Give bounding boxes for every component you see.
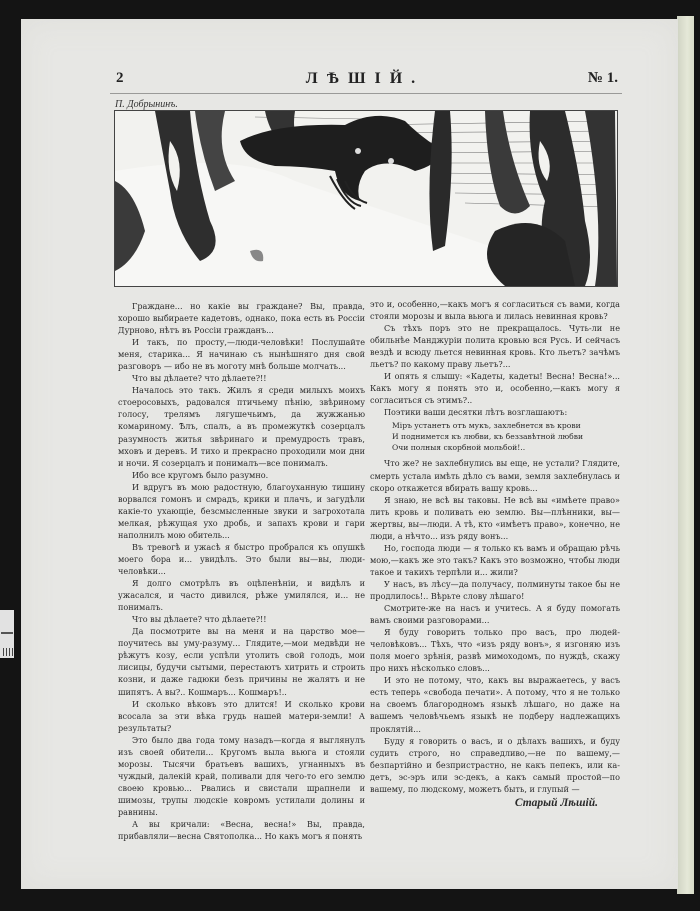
- paragraph: Ибо все кругомъ было разумно.: [132, 469, 269, 480]
- paragraph: И опять я слышу: «Кадеты, кадеты! Весна! Весна!»... Какъ могу я понять это и, особенно,—какъ могу я согласиться съ этимъ?..: [370, 371, 620, 406]
- article-column-right: [370, 298, 620, 809]
- scan-mark: [1, 632, 13, 634]
- publication-title: ЛѢШІЙ.: [305, 70, 425, 87]
- header-rule: [110, 93, 622, 94]
- paragraph: И такъ, по просту,—люди-человѣки! Послушайте меня, старика... Я начинаю съ нынѣшняго дня свой разговоръ — ибо не въ моготу мнѣ больше молчать...: [118, 337, 365, 372]
- paragraph: Началось это такъ. Жилъ я среди милыхъ моихъ стоеросовыхъ, радовался птичьему пѣнію, звѣриному голосу, трелямъ лягушечьимъ, да жужжанью комариному. Ѣлъ, спалъ, а въ промежуткѣ созерцалъ разумность житья звѣринаго и премудрость травъ, мховъ и деревъ. И тихо и прекрасно проходили мои дни и ночи. Я созерцалъ и понималъ—все понималъ.: [118, 385, 365, 468]
- paragraph: Это было два года тому назадъ—когда я выглянулъ изъ своей обители... Кругомъ выла вьюга и стояли морозы. Тысячи братьевъ вашихъ, угнанныхъ въ чуждый, далекій край, поливали для чего-то его землю своею кровью... Рвались и свистали шрапнели и шимозы, трупы людскіе ковромъ устилали долины и равнины.: [118, 734, 365, 817]
- paragraph: Что вы дѣлаете? что дѣлаете?!!: [132, 373, 267, 384]
- paragraph: И вдругъ въ мою радостную, благоуханную тишину ворвался гомонъ и смрадъ, крики и плачъ, и загудѣли какіе-то ухающіе, безсмысленные звуки и загрохотала мелкая, рѣжущая ухо дробь, и запахъ крови и гари наполнилъ мою обитель...: [118, 481, 365, 540]
- page-number: 2: [116, 70, 124, 86]
- poem-line: Очи полныя скорбной мольбой!..: [392, 443, 526, 453]
- creature-eye: [388, 158, 394, 164]
- page-edge: [677, 16, 694, 894]
- poem-quote: [392, 420, 620, 453]
- issue-number: № 1.: [587, 70, 618, 86]
- paragraph: Да посмотрите вы на меня и на царство мое—поучитесь вы уму-разуму... Глядите,—мои медвѣди не рѣжутъ козу, если успѣли утолить свой голодъ, мои лисицы, будучи сытыми, перестаютъ хитрить и строить козни, и даже гадюки безъ причины не жалятъ и не шипятъ. А вы?.. Кошмаръ... Кошмаръ!..: [118, 626, 365, 697]
- paragraph: А вы кричали: «Весна, весна!» Вы, правда, прибавляли—весна Святополка... Но какъ могъ я понять: [118, 819, 365, 842]
- tree-trunk: [429, 111, 451, 251]
- paragraph: Въ тревогѣ и ужасѣ я быстро пробрался къ опушкѣ моего бора и... увидѣлъ. Это были вы—вы, люди-человѣки...: [118, 541, 365, 577]
- paragraph: Граждане... но какіе вы граждане? Вы, правда, хорошо выбираете кадетовъ, однако, пока есть въ Россіи Дурново, нѣтъ въ Россіи гражданъ...: [118, 301, 365, 336]
- poem-line: Міръ устанетъ отъ мукъ, захлебнется въ крови: [392, 421, 581, 431]
- author-signature: Старый Лѣшій.: [514, 796, 598, 809]
- paragraph: Смотрите-же на насъ и учитесь. А я буду помогать вамъ своими разговорами...: [370, 603, 620, 626]
- paragraph: это и, особенно,—какъ могъ я согласиться съ вами, когда стояли морозы и выла вьюга и лилась невинная кровь?: [370, 299, 620, 322]
- paragraph: Съ тѣхъ поръ это не прекращалось. Чуть-ли не обильнѣе Манджуріи полита кровью вся Русь. И сейчасъ вездѣ и всюду льется невинная кровь. Кто льетъ? зачѣмъ льетъ? по какому праву льетъ?...: [370, 323, 620, 370]
- paragraph: У насъ, въ лѣсу—да получасу, полминуты такое бы не продлилось!.. Вѣрьте слову лѣшаго!: [370, 578, 620, 601]
- paragraph: Буду я говорить о васъ, и о дѣлахъ вашихъ, и буду судить строго, но справедливо,—не по вашему,—безпартійно и безпристрастно, не какъ пепекъ, или ка-детъ, эс-эръ или эс-декъ, а какъ самый простой—по вашему, по людскому, можетъ быть, и глупый —: [370, 735, 620, 794]
- paragraph: Я буду говорить только про васъ, про людей-человѣковъ... Тѣхъ, что «изъ ряду вонъ», я изгоняю изъ поля моего зрѣнія, развѣ мимоходомъ, по нуждѣ, скажу про нихъ нѣсколько словъ...: [370, 627, 620, 674]
- paragraph: И сколько вѣковъ это длится! И сколько крови всосала за эти вѣка грудь нашей матери-земли! А результаты?: [118, 698, 365, 733]
- creature-eye: [355, 148, 361, 154]
- scan-ticks: [3, 648, 13, 656]
- poem-line: И поднимется къ любви, къ беззавѣтной любви: [392, 432, 584, 442]
- scan-color-target: [0, 610, 14, 658]
- paragraph: Что вы дѣлаете? что дѣлаете?!!: [132, 614, 267, 625]
- paragraph: Что же? не захлебнулись вы еще, не устали? Глядите, смерть устала имѣть дѣло съ вами, земля захлебнулась и скоро откажется вбирать вашу кровь...: [370, 458, 620, 493]
- illustration: [114, 110, 618, 287]
- paragraph: Поэтики ваши десятки лѣтъ возглашаютъ:: [384, 407, 568, 418]
- tree-trunk: [485, 111, 530, 214]
- paragraph: И это не потому, что, какъ вы выражаетесь, у васъ есть теперь «свобода печати». А потому, что я не только на своемъ благородномъ языкѣ лѣшаго, но даже на вашемъ человѣчьемъ языкѣ не подберу надлежащихъ проклятій...: [370, 675, 620, 734]
- paragraph: Но, господа люди — я только къ вамъ и обращаю рѣчь мою,—какъ же это такъ? Какъ это возможно, чтобы люди такое и такихъ терпѣли и... жили?: [370, 542, 620, 577]
- artist-credit: П. Добрынинъ.: [115, 99, 178, 110]
- article-column-left: [118, 300, 365, 842]
- forest-spirit-illustration: [115, 111, 617, 286]
- page-header: [110, 70, 620, 92]
- paragraph: Я долго смотрѣлъ въ оцѣпенѣніи, и видѣлъ и ужасался, и часто дивился, рѣже умилялся, и... не понималъ.: [118, 578, 365, 613]
- paragraph: Я знаю, не всѣ вы таковы. Не всѣ вы «имѣете право» лить кровь и поливать ею землю. Вы—плѣнники, вы—жертвы, вы—люди. А тѣ, кто «имѣетъ право», конечно, не люди, а нѣчто... изъ ряду вонъ...: [370, 494, 620, 541]
